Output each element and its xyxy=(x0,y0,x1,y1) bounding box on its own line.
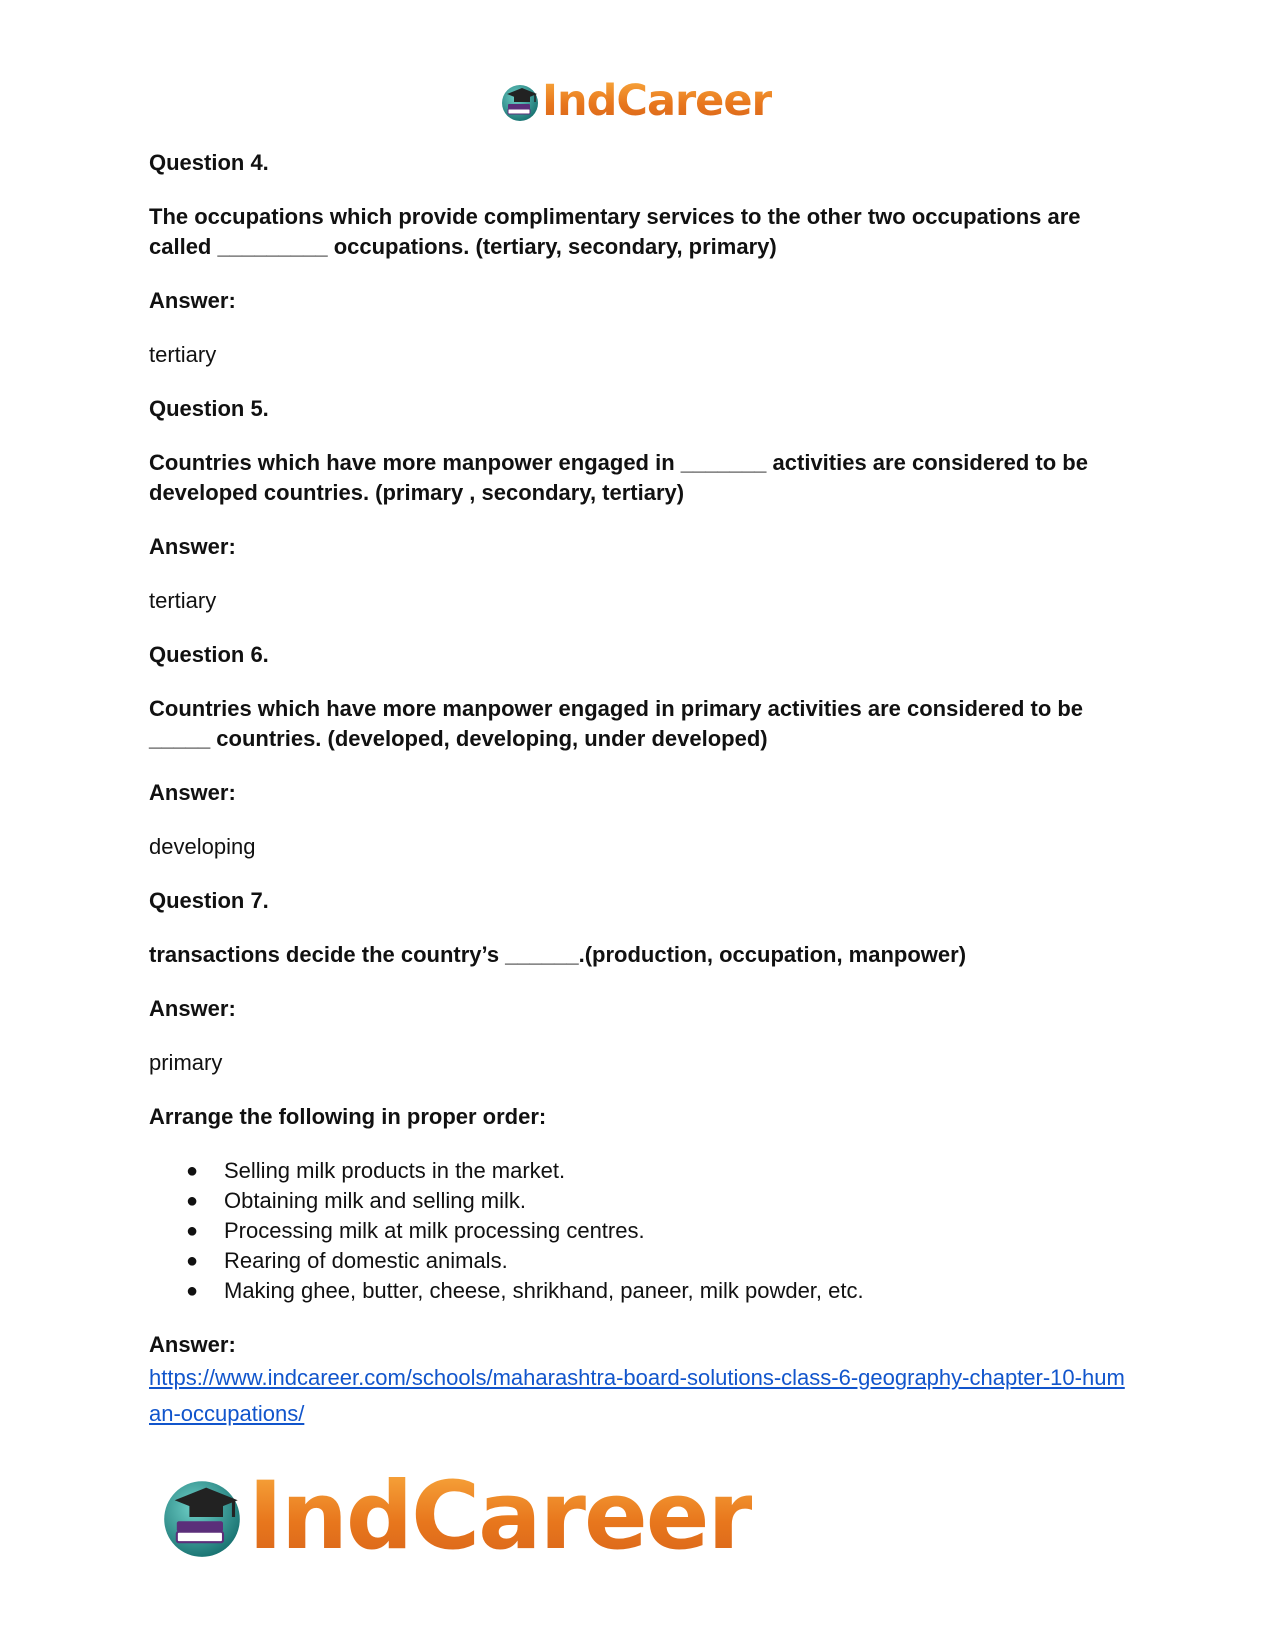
list-item xyxy=(149,1156,1129,1186)
graduation-book-globe-icon xyxy=(500,82,540,122)
bullet-icon: ● xyxy=(186,1280,199,1302)
question-text: Countries which have more manpower engaged in _______ activities are considered to be developed countries. (primary , secondary, tertiary) xyxy=(149,450,1088,505)
list-item-text: Obtaining milk and selling milk. xyxy=(224,1188,527,1213)
answer-label: Answer: xyxy=(149,780,236,805)
answer-label: Answer: xyxy=(149,1332,236,1357)
header-logo-text: IndCareer xyxy=(542,76,772,126)
arrange-heading: Arrange the following in proper order: xyxy=(149,1104,547,1129)
answer-label: Answer: xyxy=(149,534,236,559)
bullet-icon: ● xyxy=(186,1220,199,1242)
question-block xyxy=(149,148,1129,370)
question-text: Countries which have more manpower engaged in primary activities are considered to be _____ countries. (developed, developing, under developed) xyxy=(149,696,1084,751)
question-heading: Question 6. xyxy=(149,642,269,667)
document-content xyxy=(149,148,1129,1432)
graduation-book-globe-icon xyxy=(160,1475,244,1559)
answer-text: tertiary xyxy=(149,342,217,367)
answer-label: Answer: xyxy=(149,288,236,313)
bullet-icon: ● xyxy=(186,1160,199,1182)
arrange-list xyxy=(149,1156,1129,1306)
footer-logo-text: IndCareer xyxy=(248,1462,752,1571)
list-item xyxy=(149,1186,1129,1216)
answer-text: tertiary xyxy=(149,588,217,613)
answer-text: developing xyxy=(149,834,256,859)
list-item xyxy=(149,1276,1129,1306)
question-block xyxy=(149,886,1129,1078)
header-logo xyxy=(500,76,772,126)
list-item-text: Selling milk products in the market. xyxy=(224,1158,566,1183)
list-item-text: Processing milk at milk processing centres. xyxy=(224,1218,645,1243)
list-item-text: Rearing of domestic animals. xyxy=(224,1248,508,1273)
question-block xyxy=(149,640,1129,862)
bullet-icon: ● xyxy=(186,1190,199,1212)
question-heading: Question 5. xyxy=(149,396,269,421)
answer-label: Answer: xyxy=(149,996,236,1021)
question-text: transactions decide the country’s ______.(production, occupation, manpower) xyxy=(149,942,967,967)
list-item xyxy=(149,1216,1129,1246)
answer-text: primary xyxy=(149,1050,223,1075)
list-item-text: Making ghee, butter, cheese, shrikhand, paneer, milk powder, etc. xyxy=(224,1278,864,1303)
question-text: The occupations which provide complimentary services to the other two occupations are called _________ occupations. (tertiary, secondary, primary) xyxy=(149,204,1081,259)
question-heading: Question 7. xyxy=(149,888,269,913)
question-heading: Question 4. xyxy=(149,150,269,175)
footer-logo xyxy=(160,1462,752,1571)
question-block xyxy=(149,394,1129,616)
bullet-icon: ● xyxy=(186,1250,199,1272)
list-item xyxy=(149,1246,1129,1276)
arrange-block xyxy=(149,1102,1129,1432)
solutions-link[interactable]: https://www.indcareer.com/schools/maharashtra-board-solutions-class-6-geography-chapter-10-human-occupations/ xyxy=(149,1365,1125,1426)
